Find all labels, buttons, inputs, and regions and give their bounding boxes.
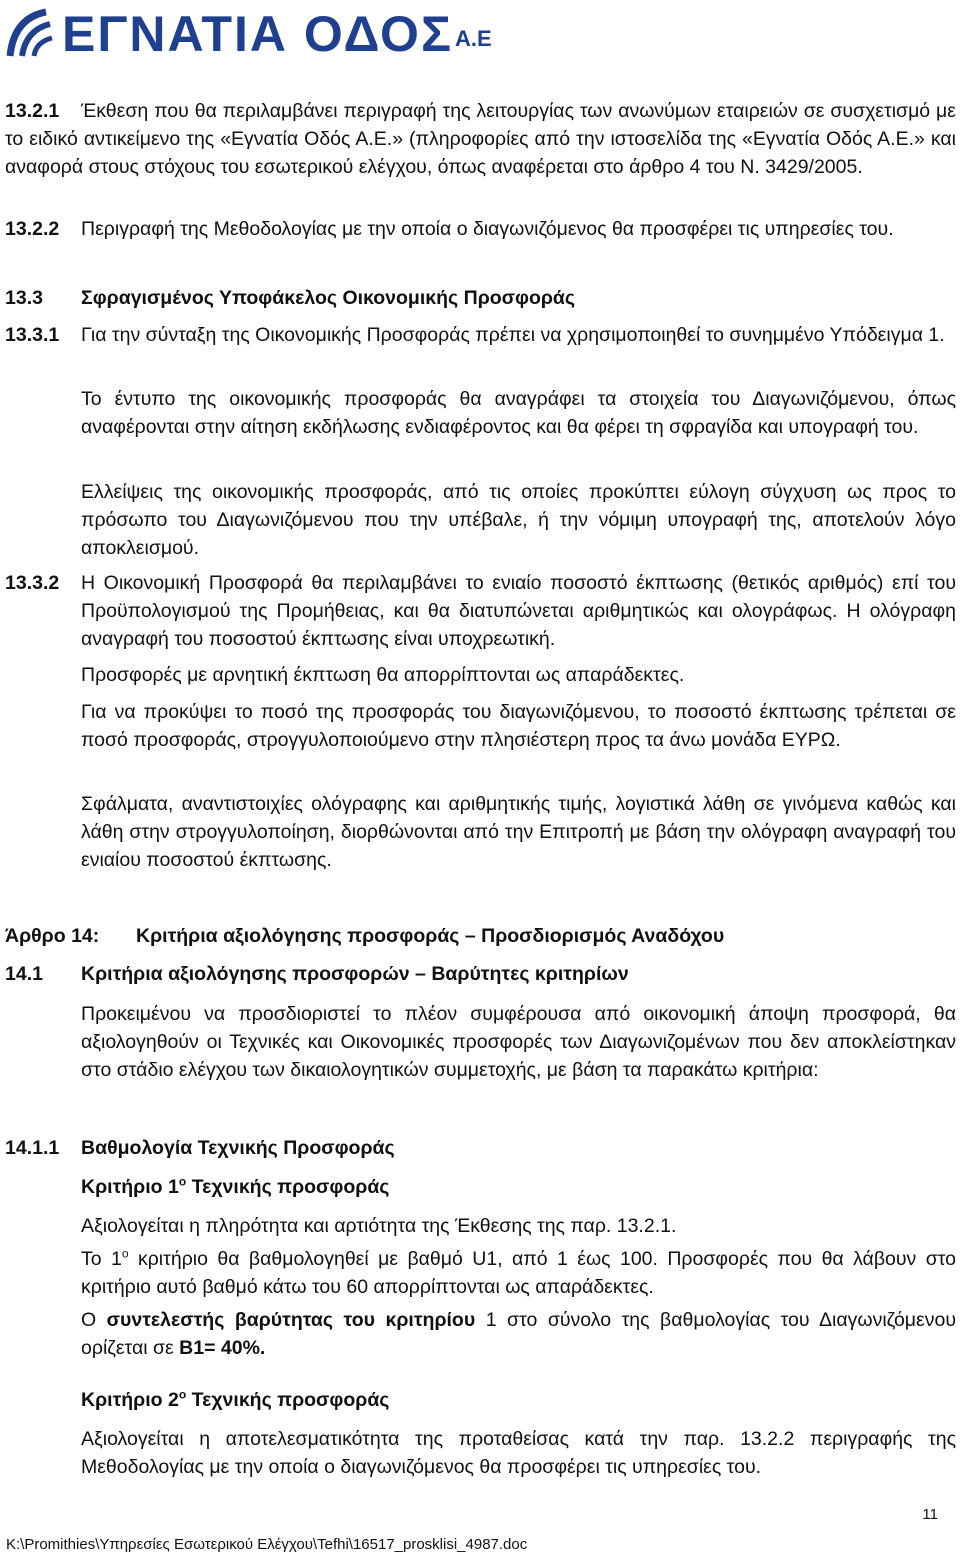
section-text: Η Οικονομική Προσφορά θα περιλαμβάνει το ενιαίο ποσοστό έκπτωσης (θετικός αριθμός) επί του Προϋπολογισμού της Προμήθειας, και θα διατυπώνεται αριθμητικώς και ολογράφως. Η ολόγραφη αναγραφή του ποσοστού έκπτωσης είναι υποχρεωτική. xyxy=(81,572,956,650)
section-title: Κριτήρια αξιολόγησης προσφορών – Βαρύτητες κριτηρίων xyxy=(81,963,629,985)
section-text: Για την σύνταξη της Οικονομικής Προσφοράς πρέπει να χρησιμοποιηθεί το συνημμένο Υπόδειγμα 1. xyxy=(81,324,945,346)
company-logo xyxy=(6,4,492,64)
section-number: 13.3 xyxy=(5,287,43,309)
file-path: K:\Promithies\Υπηρεσίες Εσωτερικού Ελέγχου\Tefhi\16517_prosklisi_4987.doc xyxy=(6,1536,528,1553)
logo-emblem-icon xyxy=(6,8,54,60)
section-number: 14.1 xyxy=(5,963,43,985)
section-number: 13.2.2 xyxy=(5,218,60,240)
section-number: 13.3.2 xyxy=(5,572,60,594)
article-label: Άρθρο 14: xyxy=(5,925,100,947)
logo-suffix: Α.Ε xyxy=(454,26,492,51)
page-number: 11 xyxy=(922,1506,938,1523)
section-number: 13.2.1 xyxy=(5,100,60,122)
section-title: Σφραγισμένος Υποφάκελος Οικονομικής Προσφοράς xyxy=(81,287,576,309)
section-text: Έκθεση που θα περιλαμβάνει περιγραφή της λειτουργίας των ανωνύμων εταιρειών σε συσχετισμό με το ειδικό αντικείμενο της «Εγνατία Οδός Α.Ε.» (πληροφορίες από την ιστοσελίδα της «Εγνατία Οδός Α.Ε.» και αναφορά στους στόχους του εσωτερικού ελέγχου, όπως αναφέρεται στο άρθρο 4 του Ν. 3429/2005. xyxy=(5,100,956,178)
section-number: 13.3.1 xyxy=(5,324,60,346)
section-title: Βαθμολογία Τεχνικής Προσφοράς xyxy=(81,1137,395,1159)
section-number: 14.1.1 xyxy=(5,1137,60,1159)
section-text: Περιγραφή της Μεθοδολογίας με την οποία ο διαγωνιζόμενος θα προσφέρει τις υπηρεσίες του. xyxy=(81,218,894,240)
article-title: Κριτήρια αξιολόγησης προσφοράς – Προσδιορισμός Αναδόχου xyxy=(136,925,725,947)
logo-text: ΕΓΝΑΤΙΑ ΟΔΟΣ xyxy=(62,6,453,62)
